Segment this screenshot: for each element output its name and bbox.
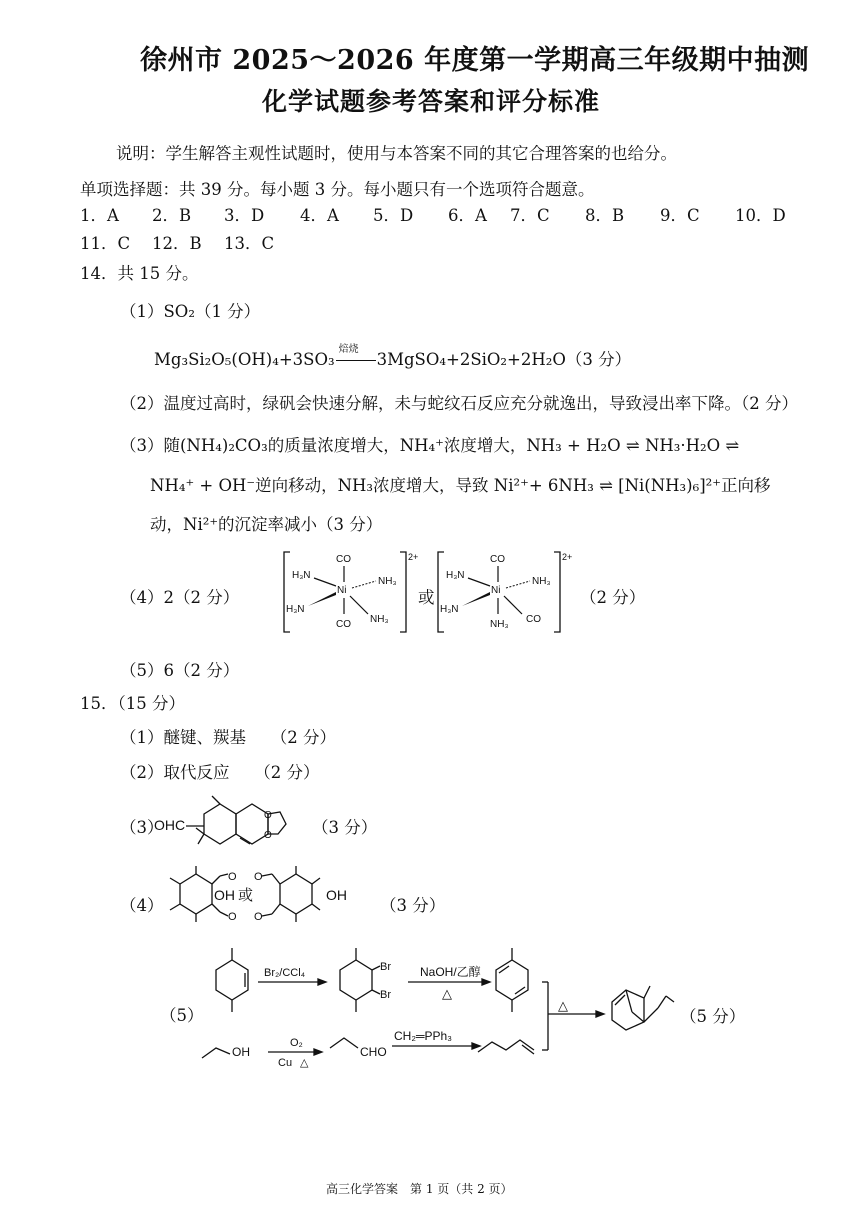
q14-part5: （5）6（2 分） bbox=[120, 661, 240, 680]
ligand-h3n: H₃N bbox=[440, 604, 459, 615]
oh-label: OH bbox=[232, 1045, 250, 1059]
ligand-nh3: NH₃ bbox=[532, 576, 551, 587]
mc-answer: 4．A bbox=[300, 206, 339, 225]
br-label: Br bbox=[380, 961, 391, 973]
q15-part2: （2）取代反应 （2 分） bbox=[120, 763, 320, 782]
q14-part4: （4）2（2 分） bbox=[120, 588, 240, 607]
ligand-co: CO bbox=[336, 619, 351, 630]
mc-answer: 11．C bbox=[80, 234, 131, 253]
q15-part5-label: （5） bbox=[160, 1006, 204, 1025]
ligand-nh3: NH₃ bbox=[370, 614, 389, 625]
svg-text:O: O bbox=[254, 911, 263, 923]
mc-answer: 5．D bbox=[373, 206, 414, 225]
q14-part4-score: （2 分） bbox=[580, 588, 646, 607]
ni-center: Ni bbox=[337, 585, 347, 596]
q14-equation bbox=[154, 346, 631, 370]
or-text: 或 bbox=[238, 887, 254, 904]
mc-answer: 7．C bbox=[510, 206, 550, 225]
synthesis-route bbox=[196, 942, 696, 1072]
ligand-co: CO bbox=[336, 554, 351, 565]
q15-part5-score: （5 分） bbox=[680, 1007, 746, 1026]
or-text: 或 bbox=[418, 588, 435, 607]
reagent-o2: O₂ bbox=[290, 1037, 303, 1049]
svg-text:O: O bbox=[228, 871, 237, 883]
q15-part3-structure bbox=[152, 792, 292, 862]
reagent-cu: Cu bbox=[278, 1057, 293, 1069]
reagent-br2: Br₂/CCl₄ bbox=[264, 967, 306, 979]
oh-label: OH bbox=[214, 887, 235, 903]
mc-answer: 12．B bbox=[152, 234, 202, 253]
oh-label: OH bbox=[326, 887, 347, 903]
q15-part3-score: （3 分） bbox=[312, 818, 378, 837]
q15-part1: （1）醚键、羰基 （2 分） bbox=[120, 728, 336, 747]
ligand-nh3: NH₃ bbox=[378, 576, 397, 587]
ni-complex-diagrams bbox=[278, 548, 618, 638]
q14-heading: 14．共 15 分。 bbox=[80, 264, 199, 283]
ni-center: Ni bbox=[491, 585, 501, 596]
q14-part3-line2: NH₄⁺ + OH⁻逆向移动，NH₃浓度增大，导致 Ni²⁺+ 6NH₃ ⇌ [Ni(NH₃)₆]²⁺正向移 bbox=[150, 476, 771, 495]
mc-answer: 1．A bbox=[80, 206, 119, 225]
eq-right: 3MgSO₄+2SiO₂+2H₂O（3 分） bbox=[376, 350, 632, 369]
q14-part2: （2）温度过高时，绿矾会快速分解，未与蛇纹石反应充分就逸出，导致浸出率下降。（2 分） bbox=[120, 394, 798, 413]
mc-answer: 9．C bbox=[660, 206, 700, 225]
ligand-h3n: H₃N bbox=[446, 570, 465, 581]
reagent-wittig: CH₂═PPh₃ bbox=[394, 1029, 453, 1043]
q14-part3-line3: 动，Ni²⁺的沉淀率减小（3 分） bbox=[150, 515, 383, 534]
q14-part3-line1: （3）随(NH₄)₂CO₃的质量浓度增大，NH₄⁺浓度增大，NH₃ + H₂O ⇌ NH₃·H₂O ⇌ bbox=[120, 436, 740, 455]
ligand-h3n: H₃N bbox=[286, 604, 305, 615]
heat-symbol: △ bbox=[558, 998, 568, 1013]
page-title: 徐州市 2025～2026 年度第一学期高三年级期中抽测 bbox=[140, 45, 810, 76]
page-footer: 高三化学答案 第 1 页（共 2 页） bbox=[326, 1182, 513, 1196]
page-subtitle: 化学试题参考答案和评分标准 bbox=[262, 87, 601, 116]
q14-part1: （1）SO₂（1 分） bbox=[120, 302, 261, 321]
heat-symbol: △ bbox=[300, 1057, 309, 1069]
mc-answer: 2．B bbox=[152, 206, 192, 225]
ohc-label: OHC bbox=[154, 817, 186, 833]
complex-charge: 2+ bbox=[408, 552, 419, 562]
ligand-h3n: H₃N bbox=[292, 570, 311, 581]
q15-part4-label: （4） bbox=[120, 896, 164, 915]
svg-text:O: O bbox=[264, 830, 272, 841]
ligand-nh3: NH₃ bbox=[490, 619, 509, 630]
br-label: Br bbox=[380, 989, 391, 1001]
heat-symbol: △ bbox=[442, 986, 452, 1001]
mc-heading: 单项选择题：共 39 分。每小题 3 分。每小题只有一个选项符合题意。 bbox=[80, 180, 595, 199]
svg-text:O: O bbox=[228, 911, 237, 923]
reagent-naoh: NaOH/乙醇 bbox=[420, 965, 481, 979]
q15-part4-structures bbox=[150, 862, 370, 942]
mc-answer: 8．B bbox=[585, 206, 625, 225]
mc-answer: 13．C bbox=[224, 234, 275, 253]
mc-answer: 10．D bbox=[735, 206, 786, 225]
note-text: 说明：学生解答主观性试题时，使用与本答案不同的其它合理答案的也给分。 bbox=[116, 144, 677, 163]
svg-text:O: O bbox=[254, 871, 263, 883]
q15-part3-label: （3） bbox=[120, 818, 164, 837]
mc-answer: 6．A bbox=[448, 206, 487, 225]
ligand-co: CO bbox=[526, 614, 541, 625]
eq-condition: 焙烧 bbox=[338, 344, 359, 355]
ligand-co: CO bbox=[490, 554, 505, 565]
svg-text:O: O bbox=[264, 810, 272, 821]
q15-part4-score: （3 分） bbox=[380, 896, 446, 915]
mc-answer: 3．D bbox=[224, 206, 265, 225]
eq-left: Mg₃Si₂O₅(OH)₄+3SO₃ bbox=[154, 350, 335, 369]
q15-heading: 15．（15 分） bbox=[80, 694, 185, 713]
complex-charge: 2+ bbox=[562, 552, 573, 562]
cho-label: CHO bbox=[360, 1045, 387, 1059]
